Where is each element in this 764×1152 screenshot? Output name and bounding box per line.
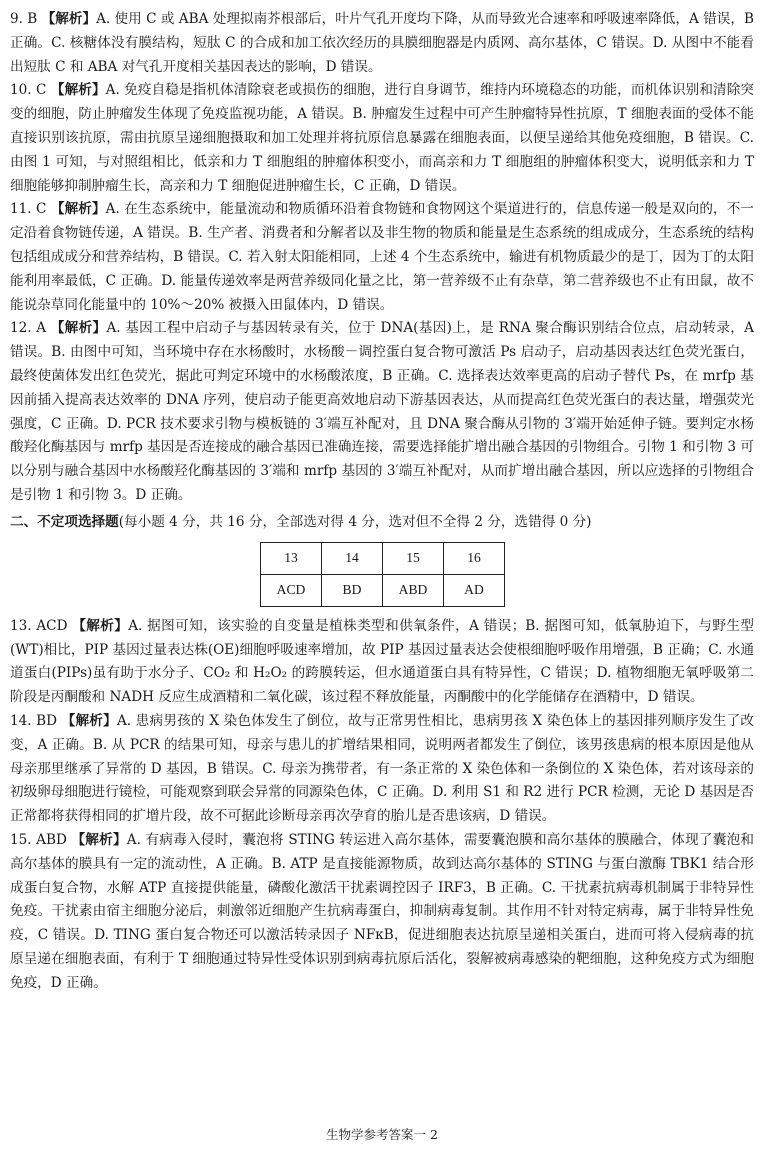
section-heading [10,510,754,534]
answer-q14 [10,710,754,829]
question-number: 13. ACD [10,617,68,634]
analysis-tag: 【解析】 [50,201,106,218]
answer-table-answer: AD [444,574,505,606]
answer-table-answer: BD [322,574,383,606]
answer-table-question: 15 [383,542,444,574]
answer-table-question: 16 [444,542,505,574]
question-number: 15. ABD [10,831,67,848]
answer-q12 [10,317,754,507]
answer-q9 [10,8,754,79]
question-number: 12. A [10,320,47,337]
analysis-tag: 【解析】 [72,617,129,634]
answer-table-answer: ABD [383,574,444,606]
answer-q15 [10,829,754,996]
section-title: 二、不定项选择题 [10,513,119,530]
analysis-tag: 【解析】 [41,11,97,27]
analysis-text: A. 据图可知，该实验的自变量是植株类型和供氧条件，A 错误；B. 据图可知，低氧胁迫下，与野生型(WT)相比，PIP 基因过量表达株(OE)细胞呼吸速率增加，故 PIP 基因过量表达会使根细胞呼吸作用增强，B 正确；C. 水通道蛋白(PIPs)虽有助于水分子、CO₂ 和 H₂O₂ 的跨膜转运，但水通道蛋白具有特异性，C 错误；D. 植物细胞无氧呼吸第二阶段是丙酮酸和 NADH 反应生成酒精和二氧化碳，该过程不释放能量，丙酮酸中的化学能储存在酒精中，D 错误。 [10,617,754,706]
analysis-text: A. 在生态系统中，能量流动和物质循环沿着食物链和食物网这个渠道进行的，信息传递一般是双向的，不一定沿着食物链传递，A 错误。B. 生产者、消费者和分解者以及非生物的物质和能量是生态系统的组成成分，生态系统的结构包括组成成分和营养结构，B 错误。C. 若入射太阳能相同，上述 4 个生态系统中，输进有机物质最少的是丁，因为丁的太阳能利用率最低，C 正确。D. 能量传递效率是两营养级同化量之比，第一营养级不止有杂草，第二营养级也不止有田鼠，故不能说杂草同化能量中的 10%～20% 被摄入田鼠体内，D 错误。 [10,201,754,313]
analysis-tag: 【解析】 [61,712,117,729]
answer-table-answer: ACD [261,574,322,606]
question-number: 10. C [10,82,47,99]
question-number: 11. C [10,201,47,218]
answer-table [260,542,505,607]
answer-table-header-row [261,542,505,574]
answer-table-question: 13 [261,542,322,574]
section-note: (每小题 4 分，共 16 分，全部选对得 4 分，选对但不全得 2 分，选错得 0 分) [118,513,592,530]
answer-q13 [10,615,754,710]
analysis-text: A. 患病男孩的 X 染色体发生了倒位，故与正常男性相比，患病男孩 X 染色体上的基因排列顺序发生了改变，A 正确。B. 从 PCR 的结果可知，母亲与患儿的扩增结果相同，说明两者都发生了倒位，该男孩患病的根本原因是他从母亲那里继承了异常的 D 基因，B 错误。C. 母亲为携带者，有一条正常的 X 染色体和一条倒位的 X 染色体，若对该母亲的初级卵母细胞进行镜检，可能观察到联会异常的同源染色体，C 正确。D. 利用 S1 和 R2 进行 PCR 检测，无论 D 基因是否正常都将获得相同的扩增片段，故不可据此诊断母亲再次孕育的胎儿是否患该病，D 错误。 [10,712,755,825]
analysis-text: A. 免疫自稳是指机体清除衰老或损伤的细胞，进行自身调节，维持内环境稳态的功能，而机体识别和清除突变的细胞，防止肿瘤发生体现了免疫监视功能，A 错误。B. 肿瘤发生过程中可产生肿瘤特异性抗原，T 细胞表面的受体不能直接识别该抗原，需由抗原呈递细胞摄取和加工处理并将抗原信息暴露在细胞表面，以便呈递给其他免疫细胞，B 错误。C. 由图 1 可知，与对照组相比，低亲和力 T 细胞组的肿瘤体积变小，而高亲和力 T 细胞组的肿瘤体积变大，说明低亲和力 T 细胞能够抑制肿瘤生长，高亲和力 T 细胞促进肿瘤生长，C 正确，D 错误。 [10,82,754,194]
answer-page [10,8,754,995]
analysis-tag: 【解析】 [50,320,107,337]
analysis-tag: 【解析】 [71,831,127,848]
analysis-text: A. 有病毒入侵时，囊泡将 STING 转运进入高尔基体，需要囊泡膜和高尔基体的膜融合，体现了囊泡和高尔基体的膜具有一定的流动性，A 正确。B. ATP 是直接能源物质，故到达高尔基体的 STING 与蛋白激酶 TBK1 结合形成蛋白复合物，水解 ATP 直接提供能量，磷酸化激活干扰素调控因子 IRF3，B 正确。C. 干扰素抗病毒机制属于非特异性免疫。干扰素由宿主细胞分泌后，刺激邻近细胞产生抗病毒蛋白，抑制病毒复制。其作用不针对特定病毒，属于非特异性免疫，C 错误。D. TING 蛋白复合物还可以激活转录因子 NFκB，促进细胞表达抗原呈递相关蛋白，进而可将入侵病毒的抗原呈递在细胞表面，有利于 T 细胞通过特异性受体识别到病毒抗原后活化，裂解被病毒感染的靶细胞，这种免疫方式为细胞免疫，D 正确。 [10,831,755,991]
answer-table-answer-row [261,574,505,606]
question-number: 14. BD [10,712,58,729]
analysis-text: A. 基因工程中启动子与基因转录有关，位于 DNA(基因)上，是 RNA 聚合酶识别结合位点，启动转录，A 错误。B. 由图中可知，当环境中存在水杨酸时，水杨酸－调控蛋白复合物可激活 Ps 启动子，启动基因表达红色荧光蛋白，最终使菌体发出红色荧光，据此可判定环境中的水杨酸浓度，B 正确。C. 选择表达效率更高的启动子替代 Ps，在 mrfp 基因前插入提高表达效率的 DNA 序列，使启动子能更高效地启动下游基因表达，从而提高红色荧光蛋白的表达量，增强荧光强度，C 正确。D. PCR 技术要求引物与模板链的 3′端互补配对，且 DNA 聚合酶从引物的 3′端开始延伸子链。要判定水杨酸羟化酶基因与 mrfp 基因是否连接成的融合基因已准确连接，需要选择能扩增出融合基因的引物组合。引物 1 和引物 3 可以分别与融合基因中水杨酸羟化酶基因的 3′端和 mrfp 基因的 3′端互补配对，从而扩增出融合基因，所以应选择的引物组合是引物 1 和引物 3。D 正确。 [10,320,754,503]
page-footer: 生物学参考答案一 2 [326,1127,438,1142]
answer-table-question: 14 [322,542,383,574]
answer-q11 [10,198,754,317]
question-number: 9. B [10,11,38,27]
analysis-text: A. 使用 C 或 ABA 处理拟南芥根部后，叶片气孔开度均下降，从而导致光合速率和呼吸速率降低，A 错误，B 正确。C. 核糖体没有膜结构，短肽 C 的合成和加工依次经历的具膜细胞器是内质网、高尔基体，C 错误。D. 从图中不能看出短肽 C 和 ABA 对气孔开度相关基因表达的影响，D 错误。 [10,11,754,75]
analysis-tag: 【解析】 [50,82,106,99]
answer-q10 [10,79,754,198]
